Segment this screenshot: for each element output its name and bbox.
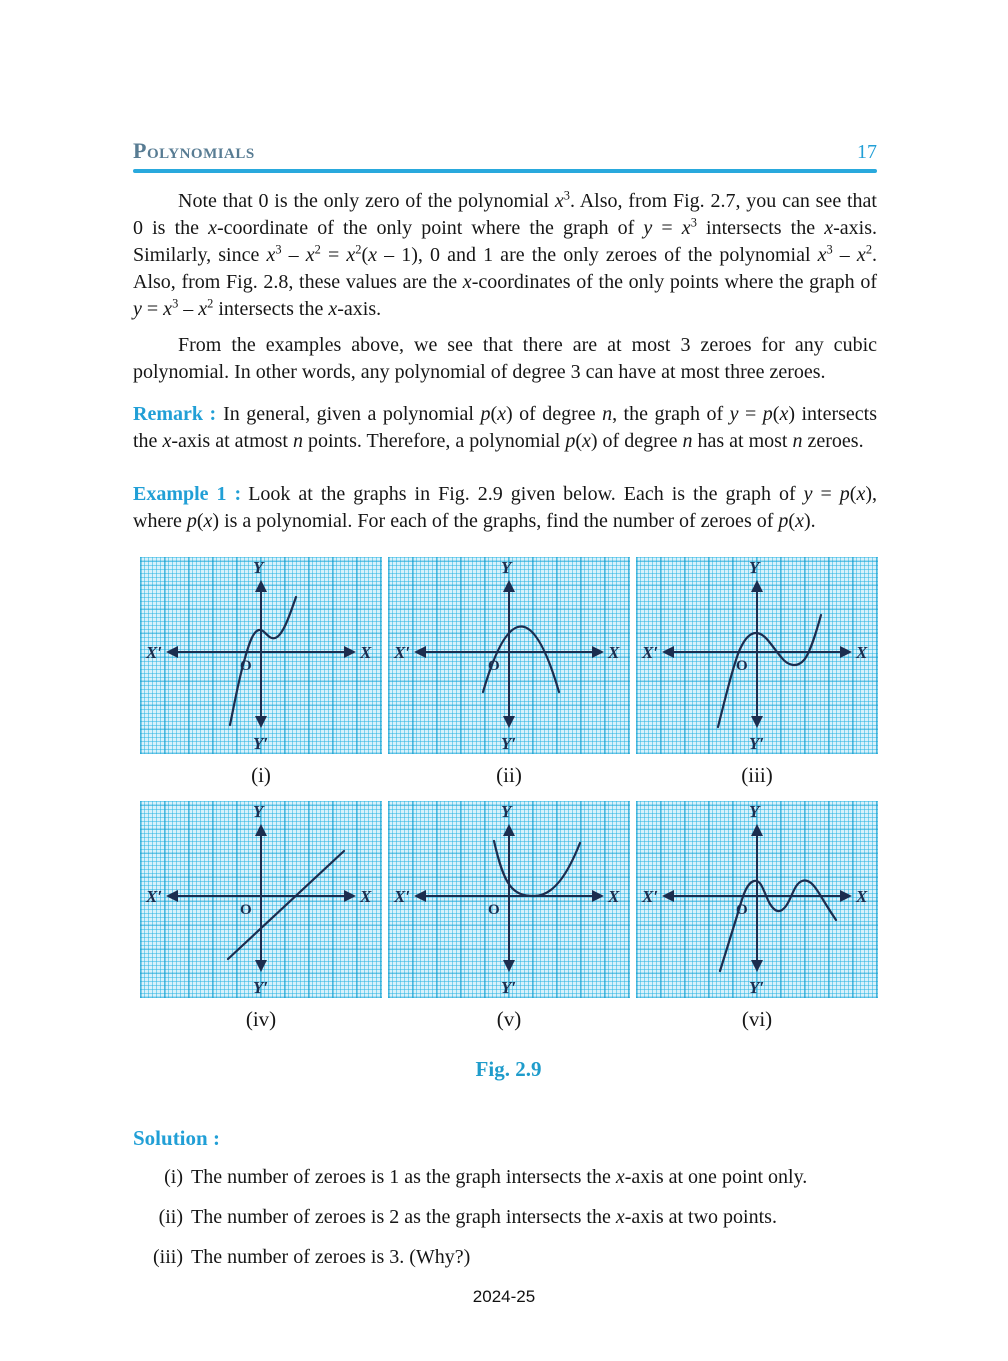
- graph-paper-i: [140, 557, 382, 754]
- graph-paper-vi: [636, 801, 878, 998]
- graph-caption-vi: (vi): [741, 1007, 773, 1031]
- curve-parabola-down: [483, 627, 559, 693]
- curve-cubic-three-zeroes: [718, 615, 821, 727]
- solution-text-iii: The number of zeroes is 3. (Why?): [191, 1246, 471, 1268]
- curve-wave-four-zeroes: [720, 880, 836, 971]
- graph-caption-ii: (ii): [496, 763, 522, 787]
- header-rule: [133, 169, 877, 173]
- graph-paper-v: [388, 801, 630, 998]
- page-number: 17: [857, 141, 877, 163]
- graph-cell-vi: [636, 801, 878, 1045]
- graph-caption-i: (i): [251, 763, 271, 787]
- example-label: Example 1 :: [133, 483, 242, 505]
- graph-cell-ii: [388, 557, 630, 801]
- graph-caption-iii: (iii): [741, 763, 773, 787]
- figure-caption: Fig. 2.9: [475, 1057, 542, 1081]
- paragraph-example: [133, 481, 877, 535]
- paragraph-from-examples: From the examples above, we see that there are at most 3 zeroes for any cubic polynomial. In other words, any polynomial of degree 3 can have at most three zeroes.: [133, 334, 877, 383]
- graph-paper-ii: [388, 557, 630, 754]
- graph-cell-i: [140, 557, 382, 801]
- graph-caption-v: (v): [496, 1007, 522, 1031]
- graph-paper-iv: [140, 801, 382, 998]
- solution-heading: Solution :: [133, 1126, 220, 1150]
- solution-item-i: [133, 1164, 877, 1191]
- solution-item-iii: [133, 1244, 877, 1271]
- graph-paper-iii: [636, 557, 878, 754]
- remark-label: Remark :: [133, 403, 217, 425]
- figure-2-9: [140, 557, 877, 1082]
- curve-parabola-touching: [494, 841, 580, 896]
- remark-text: In general, given a polynomial p(x) of degree n, the graph of y = p(x) intersects the x-axis at atmost n points. Therefore, a polynomial p(x) of degree n has at most n zeroes.: [133, 403, 878, 452]
- solution-item-ii: [133, 1204, 877, 1231]
- graph-plot-v: [388, 801, 630, 998]
- edition-footer: 2024-25: [472, 1287, 536, 1306]
- graph-plot-iv: [140, 801, 382, 998]
- solution-text-ii: The number of zeroes is 2 as the graph intersects the x-axis at two points.: [191, 1206, 777, 1228]
- graph-plot-vi: [636, 801, 878, 998]
- graph-plot-ii: [388, 557, 630, 754]
- graph-plot-i: [140, 557, 382, 754]
- example-text: Look at the graphs in Fig. 2.9 given below. Each is the graph of y = p(x), where p(x) is a polynomial. For each of the graphs, find the number of zeroes of p(x).: [133, 483, 878, 532]
- paragraph-note: Note that 0 is the only zero of the polynomial $x^3$. Also, from Fig. 2.7, you can see that 0 is the x-coordinate of the only point where the graph of $y = x^3$ intersects the x-axis. Similarly, since $x^3 - x^2 = x^2(x - 1)$, 0 and 1 are the only zeroes of the polynomial $x^3 - x^2$. Also, from Fig. 2.8, these values are the x-coordinates of the only points where the graph of $y = x^3 - x^2$ intersects the x-axis.: [133, 188, 878, 320]
- solution-text-i: The number of zeroes is 1 as the graph intersects the x-axis at one point only.: [191, 1166, 808, 1188]
- page-header: [133, 0, 877, 173]
- paragraph-remark: [133, 401, 877, 455]
- graph-caption-iv: (iv): [245, 1007, 277, 1031]
- solution-marker-i: (i): [164, 1166, 183, 1188]
- graph-cell-iii: [636, 557, 878, 801]
- graph-cell-v: [388, 801, 630, 1045]
- solution-marker-ii: (ii): [158, 1206, 183, 1228]
- solution-marker-iii: (iii): [153, 1246, 183, 1268]
- chapter-title: Polynomials: [133, 138, 255, 163]
- graph-plot-iii: [636, 557, 878, 754]
- graph-cell-iv: [140, 801, 382, 1045]
